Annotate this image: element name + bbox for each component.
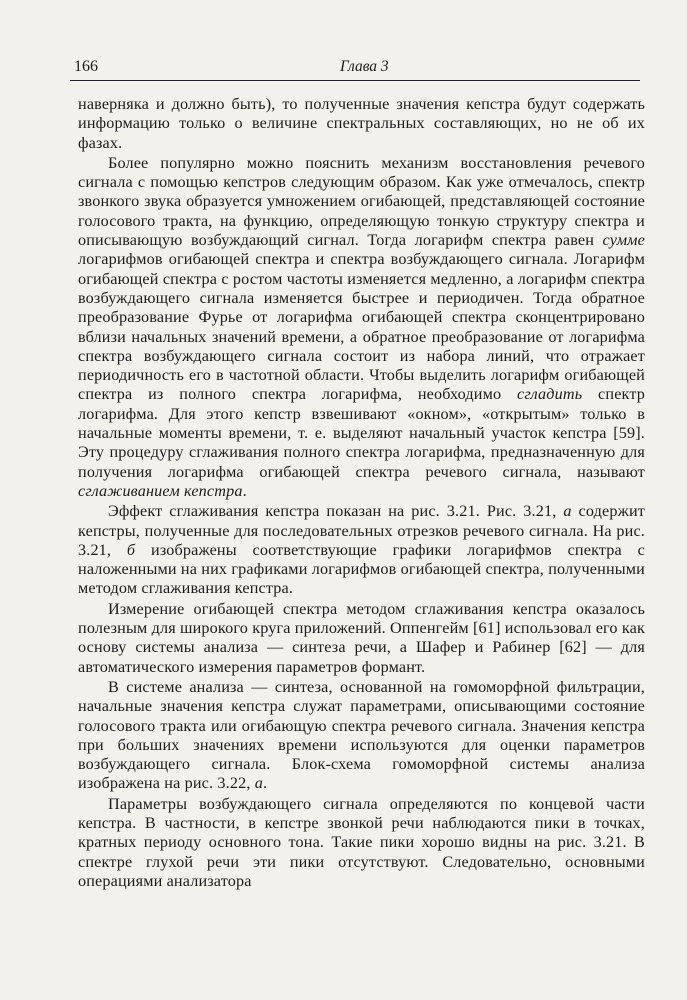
- paragraph-continuation: наверняка и должно быть), то полученные значения кепстра будут содержать информацию только о величине спектральных составляющих, но не об их фазах.: [78, 95, 645, 152]
- chapter-title: Глава 3: [340, 58, 389, 75]
- paragraph-smoothing-effect: Эффект сглаживания кепстра показан на рис. 3.21. Рис. 3.21, а содержит кепстры, полученные для последовательных отрезков речевого сигнала. На рис. 3.21, б изображены соответствующие графики логарифмов спектра с наложенными на них графиками логарифмов огибающей спектра, полученными методом сглаживания кепстра.: [78, 502, 645, 598]
- page-number: 166: [74, 58, 98, 75]
- paragraph-applications: Измерение огибающей спектра методом сглаживания кепстра оказалось полезным для широкого круга приложений. Оппенгейм [61] использовал его как основу системы анализа — синтеза речи, а Шафер и Рабинер [62] — для автоматического измерения параметров формант.: [78, 599, 645, 676]
- paragraph-excitation-parameters: Параметры возбуждающего сигнала определяются по концевой части кепстра. В частности, в кепстре звонкой речи наблюдаются пики в точках, кратных периоду основного тона. Такие пики хорошо видны на рис. 3.21. В спектре глухой речи эти пики отсутствуют. Следовательно, основными операциями анализатора: [78, 794, 645, 890]
- paragraph-analysis-synthesis: В системе анализа — синтеза, основанной на гомоморфной фильтрации, начальные значения кепстра служат параметрами, описывающими состояние голосового тракта или огибающую спектра речевого сигнала. Значения кепстра при больших значениях времени используются для оценки параметров возбуждающего сигнала. Блок-схема гомоморфной системы анализа изображена на рис. 3.22, а.: [78, 677, 645, 793]
- paragraph-cepstrum-explanation: Более популярно можно пояснить механизм восстановления речевого сигнала с помощью кепстров следующим образом. Как уже отмечалось, спектр звонкого звука образуется умножением огибающей, представляющей состояние голосового тракта, на функцию, определяющую тонкую структуру спектра и описывающую возбуждающий сигнал. Тогда логарифм спектра равен сумме логарифмов огибающей спектра и спектра возбуждающего сигнала. Логарифм огибающей спектра с ростом частоты изменяется медленно, а логарифм спектра возбуждающего сигнала изменяется быстрее и периодичен. Тогда обратное преобразование Фурье от логарифма огибающей спектра сконцентрировано вблизи начальных значений времени, а обратное преобразование от логарифма спектра возбуждающего сигнала состоит из набора линий, что отражает периодичность его в частотной области. Чтобы выделить логарифм огибающей спектра из полного спектра логарифма, необходимо сгладить спектр логарифма. Для этого кепстр взвешивают «окном», «открытым» только в начальные моменты времени, т. е. выделяют начальный участок кепстра [59]. Эту процедуру сглаживания полного спектра логарифма, предназначенную для получения логарифма огибающей спектра речевого сигнала, называют сглаживанием кепстра.: [78, 153, 645, 500]
- body-text: [78, 95, 645, 891]
- page-header: [70, 58, 640, 81]
